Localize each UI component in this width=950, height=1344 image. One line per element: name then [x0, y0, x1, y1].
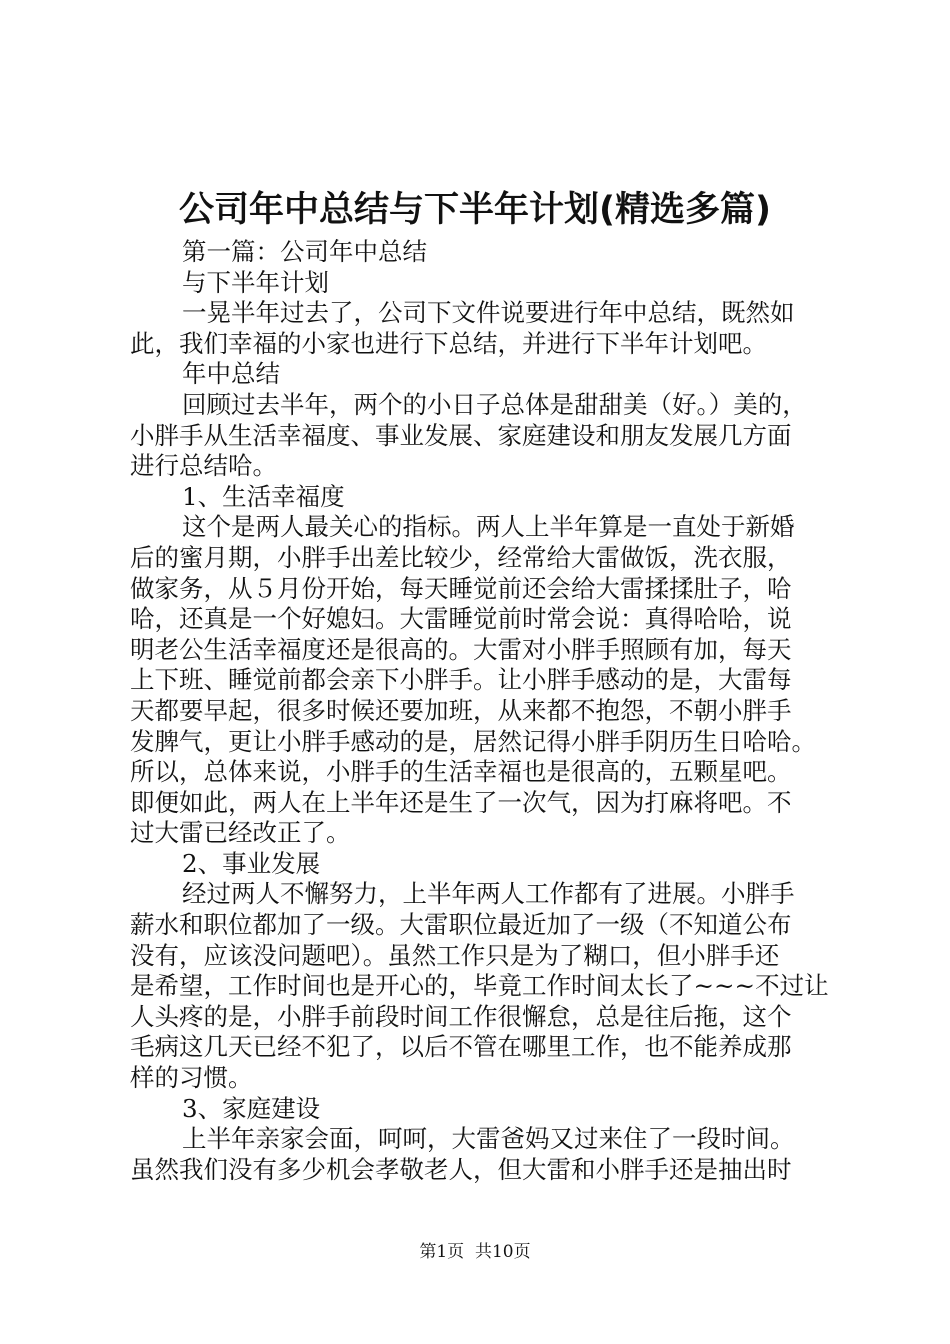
document-body [130, 237, 830, 1185]
text-line: 明老公生活幸福度还是很高的。大雷对小胖手照顾有加，每天 [130, 634, 792, 664]
text-line: 上下班、睡觉前都会亲下小胖手。让小胖手感动的是，大雷每 [130, 665, 792, 695]
text-line: 回顾过去半年，两个的小日子总体是甜甜美（好。）美的， [182, 389, 807, 419]
text-line: 这个是两人最关心的指标。两人上半年算是一直处于新婚 [182, 512, 795, 542]
text-line: 小胖手从生活幸福度、事业发展、家庭建设和朋友发展几方面 [130, 420, 792, 450]
text-line: 发脾气，更让小胖手感动的是，居然记得小胖手阴历生日哈哈。 [130, 726, 816, 756]
page-footer: 第1页 共10页 [419, 1242, 531, 1262]
text-line: 哈，还真是一个好媳妇。大雷睡觉前时常会说：真得哈哈，说 [130, 604, 792, 634]
text-line: 此，我们幸福的小家也进行下总结，并进行下半年计划吧。 [130, 328, 767, 358]
text-line: 一晃半年过去了，公司下文件说要进行年中总结，既然如 [182, 298, 795, 328]
document-title: 公司年中总结与下半年计划(精选多篇) [179, 190, 771, 230]
text-line: 与下半年计划 [182, 267, 329, 297]
text-line: 进行总结哈。 [130, 451, 277, 481]
text-line: 没有，应该没问题吧）。虽然工作只是为了糊口，但小胖手还 [130, 940, 780, 970]
text-line: 样的习惯。 [130, 1063, 253, 1093]
text-line: 经过两人不懈努力，上半年两人工作都有了进展。小胖手 [182, 879, 795, 909]
text-line: 做家务，从５月份开始，每天睡觉前还会给大雷揉揉肚子，哈 [130, 573, 792, 603]
text-line: 上半年亲家会面，呵呵，大雷爸妈又过来住了一段时间。 [182, 1124, 795, 1154]
text-line: 即便如此，两人在上半年还是生了一次气，因为打麻将吧。不 [130, 787, 792, 817]
text-line: 所以，总体来说，小胖手的生活幸福也是很高的，五颗星吧。 [130, 757, 792, 787]
text-line: 2、事业发展 [182, 848, 321, 878]
text-line: 第一篇：公司年中总结 [182, 237, 427, 266]
text-line: 毛病这几天已经不犯了，以后不管在哪里工作，也不能养成那 [130, 1032, 792, 1062]
text-line: 年中总结 [182, 359, 280, 389]
text-line: 人头疼的是，小胖手前段时间工作很懈怠，总是往后拖，这个 [130, 1001, 792, 1031]
text-line: 后的蜜月期，小胖手出差比较少，经常给大雷做饭，洗衣服， [130, 542, 792, 572]
text-line: 虽然我们没有多少机会孝敬老人，但大雷和小胖手还是抽出时 [130, 1154, 792, 1184]
text-line: 过大雷已经改正了。 [130, 818, 351, 848]
text-line: 天都要早起，很多时候还要加班，从来都不抱怨，不朝小胖手 [130, 695, 792, 725]
text-line: 1、生活幸福度 [182, 481, 345, 511]
text-line: 是希望，工作时间也是开心的，毕竟工作时间太长了~~~不过让 [130, 971, 829, 1001]
text-line: 薪水和职位都加了一级。大雷职位最近加了一级（不知道公布 [130, 910, 792, 940]
text-line: 3、家庭建设 [182, 1093, 321, 1123]
